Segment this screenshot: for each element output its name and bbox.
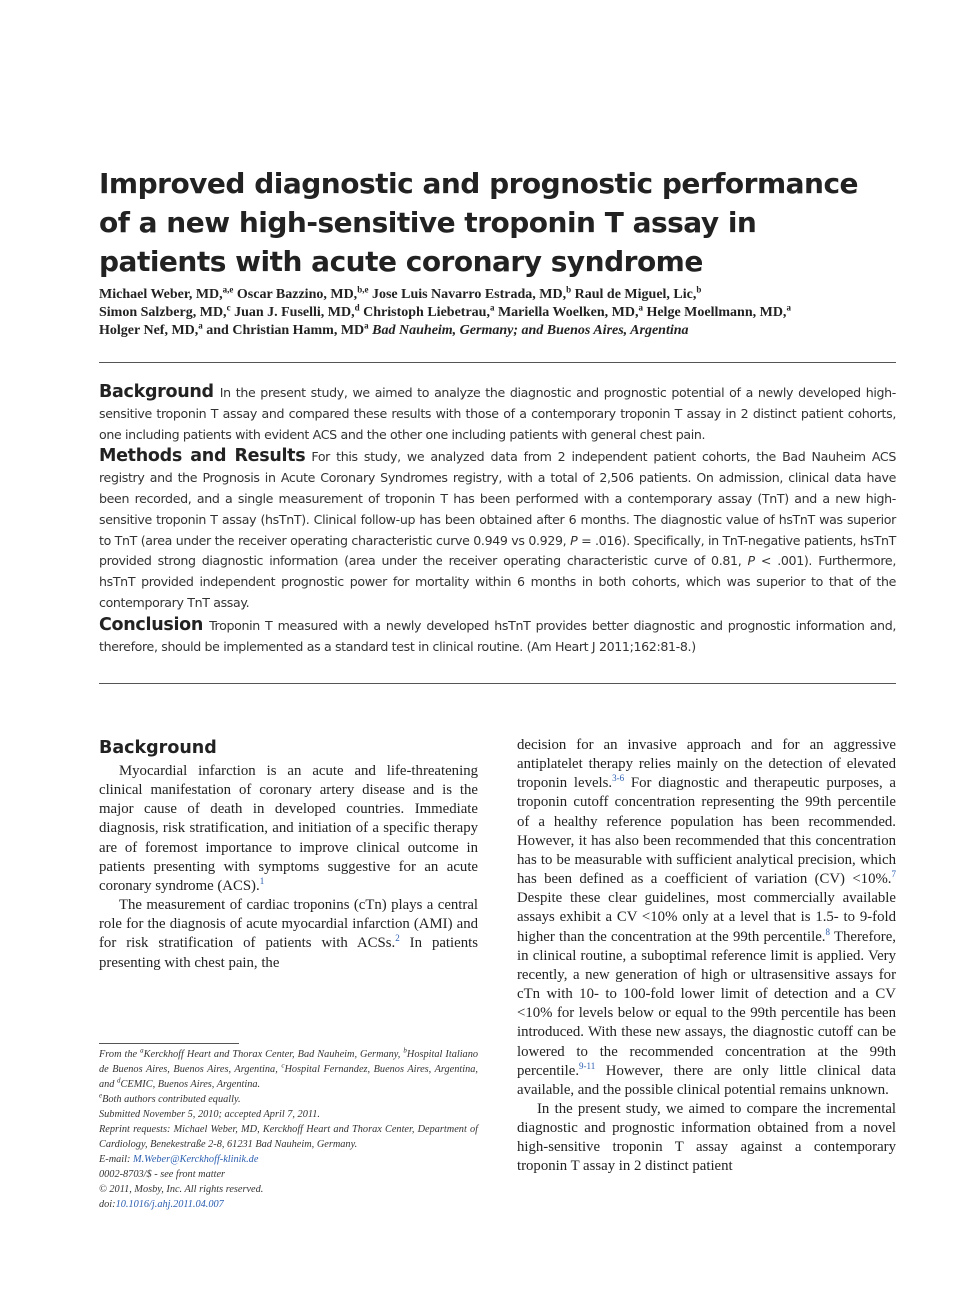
footnote-text: Both authors contributed equally.	[102, 1094, 241, 1105]
affiliation-mark: c	[281, 1061, 285, 1070]
author-name: Christoph Liebetrau,	[363, 305, 490, 320]
author-affiliation: b,e	[357, 284, 369, 295]
email-link[interactable]: M.Weber@Kerckhoff-klinik.de	[133, 1154, 259, 1165]
body-paragraph: In the present study, we aimed to compare the incremental diagnostic and prognostic information obtained from a novel high-sensitive troponin T assay against a contemporary troponin T assay in 2 distinct patient	[517, 1100, 896, 1175]
reference-link[interactable]: 2	[395, 933, 400, 944]
footnote-doi	[99, 1197, 478, 1212]
footnote-reprint: Reprint requests: Michael Weber, MD, Kerckhoff Heart and Thorax Center, Department of Cardiology, Benekestraße 2-8, 61231 Bad Nauheim, Germany.	[99, 1124, 478, 1150]
footnote-text: Hospital Italiano de Buenos Aires, Buenos Aires, Argentina,	[99, 1049, 479, 1075]
reference-link[interactable]: 1	[259, 876, 265, 887]
author-name: Holger Nef, MD,	[99, 323, 199, 338]
abstract	[99, 382, 896, 658]
footnote-affiliations	[99, 1047, 478, 1092]
author-affiliation: a	[364, 320, 369, 331]
doi-link[interactable]: 10.1016/j.ahj.2011.04.007	[115, 1199, 224, 1210]
abstract-bottom-rule	[99, 683, 896, 684]
affiliation-mark: a	[140, 1046, 144, 1055]
footnotes	[99, 1047, 478, 1212]
author-list	[99, 286, 899, 340]
author-name: and Christian Hamm, MD	[206, 323, 365, 338]
author-affiliation: b	[566, 284, 572, 295]
reference-link[interactable]: 8	[825, 926, 831, 937]
author-name: Juan J. Fuselli, MD,	[234, 305, 355, 320]
author-line	[99, 286, 899, 304]
footnote-submitted: Submitted November 5, 2010; accepted April 7, 2011.	[99, 1109, 320, 1120]
affiliation-mark: e	[99, 1091, 103, 1100]
footnote-text: From the	[99, 1049, 141, 1060]
author-name: Simon Salzberg, MD,	[99, 305, 227, 320]
author-line	[99, 322, 899, 340]
footnote-copyright: © 2011, Mosby, Inc. All rights reserved.	[99, 1184, 264, 1195]
author-affiliation: a	[198, 320, 203, 331]
body-column-left	[99, 736, 478, 973]
author-affiliation: d	[354, 302, 360, 313]
body-text: However, there are only little clinical data available, and the possible clinical potential remains unknown.	[517, 1062, 896, 1098]
author-name: Mariella Woelken, MD,	[497, 305, 639, 320]
body-text: decision for an invasive approach and for an aggressive antiplatelet therapy relies mainly on the detection of elevated troponin levels.	[517, 737, 896, 792]
author-affiliation: a	[786, 302, 791, 313]
body-text: The measurement of cardiac troponins (cTn) plays a central role for the diagnosis of acute myocardial infarction (AMI) and for risk stratification of patients with ACSs.	[99, 897, 478, 952]
article-title	[99, 164, 879, 281]
title-line: patients with acute coronary syndrome	[99, 245, 703, 278]
author-name: Michael Weber, MD,	[99, 287, 223, 302]
footnote-issn: 0002-8703/$ - see front matter	[99, 1169, 226, 1180]
author-name: Helge Moellmann, MD,	[646, 305, 787, 320]
footnote-rule	[99, 1043, 239, 1044]
author-line	[99, 304, 899, 322]
title-line: Improved diagnostic and prognostic performance	[99, 167, 859, 200]
affiliation-mark: d	[117, 1076, 121, 1085]
author-affiliation: b	[696, 284, 702, 295]
body-paragraph	[99, 896, 478, 973]
footnote-text: Kerckhoff Heart and Thorax Center, Bad Nauheim, Germany,	[143, 1049, 404, 1060]
footnote-text: doi:	[99, 1199, 116, 1210]
abstract-heading: Conclusion	[99, 614, 204, 635]
author-affiliation: a,e	[222, 284, 234, 295]
author-locations: Bad Nauheim, Germany; and Buenos Aires, Argentina	[372, 323, 689, 338]
reference-link[interactable]: 9-11	[579, 1060, 596, 1071]
abstract-text: In the present study, we aimed to analyze the diagnostic and prognostic potential of a newly developed high-sensitive troponin T assay and compared these results with those of a contemporary troponin T assay in 2 distinct patient cohorts, one including patients with evident ACS and the other one including patients with general chest pain.	[99, 385, 896, 442]
body-paragraph	[99, 762, 478, 896]
p-value-symbol: P	[747, 553, 755, 569]
author-affiliation: a	[638, 302, 643, 313]
footnote-equal-contribution	[99, 1092, 478, 1107]
affiliation-mark: b	[403, 1046, 407, 1055]
footnote-text: CEMIC, Buenos Aires, Argentina.	[120, 1079, 261, 1090]
body-text: For diagnostic and therapeutic purposes, a troponin cutoff concentration representing the 99th percentile of a healthy reference population has been recommended. However, it has also been recommended that this concentration has to be measurable with sufficient analytical precision, which has been defined as a coefficient of variation (CV) <10%.	[517, 775, 896, 888]
footnote-text: E-mail:	[99, 1154, 134, 1165]
abstract-text: Troponin T measured with a newly developed hsTnT provides better diagnostic and prognostic information and, therefore, should be implemented as a standard test in clinical routine. (Am Heart J 2011;162:81-8.)	[99, 617, 896, 654]
abstract-heading: Background	[99, 382, 214, 402]
reference-link[interactable]: 3-6	[612, 773, 625, 784]
abstract-text: = .016). Specifically, in TnT-negative patients, hsTnT provided strong diagnostic information (area under the receiver operating characteristic curve of 0.81,	[99, 532, 897, 569]
title-line: of a new high-sensitive troponin T assay in	[99, 206, 757, 239]
abstract-conclusion	[99, 615, 896, 658]
author-name: Jose Luis Navarro Estrada, MD,	[371, 287, 567, 302]
footnote-text: Hospital Fernandez, Buenos Aires, Argentina, and	[99, 1064, 478, 1090]
body-text: Despite these clear guidelines, most commercially available assays exhibit a CV <10% only at a level that is 1.5- to 9-fold higher than the concentration at the 99th percentile.	[517, 890, 896, 945]
author-affiliation: a	[489, 302, 495, 313]
body-paragraph	[517, 736, 896, 1100]
abstract-methods	[99, 446, 896, 613]
body-text: Therefore, in clinical routine, a suboptimal reference limit is applied. Very recently, a new generation of high or ultrasensitive assays for cTn with 10- to 100-fold lower limit of detection and a CV <10% for levels below or equal to the 99th percentile has been introduced. With these new assays, the diagnostic cutoff can be lowered to the recommended concentration at the 99th percentile.	[517, 928, 896, 1079]
footnote-email	[99, 1152, 478, 1167]
section-heading: Background	[99, 738, 217, 758]
p-value-symbol: P	[570, 532, 578, 548]
abstract-text: For this study, we analyzed data from 2 independent patient cohorts, the Bad Nauheim ACS registry and the Prognosis in Acute Coronary Syndromes registry, with a total of 2,506 patients. On admission, clinical data have been recorded, and a single measurement of troponin T has been performed with a contemporary assay (TnT) and a new high-sensitive troponin T assay (hsTnT). Clinical follow-up has been obtained after 6 months. The diagnostic value of hsTnT was superior to TnT (area under the receiver operating characteristic curve 0.949 vs 0.929,	[99, 449, 896, 548]
body-text: In patients presenting with chest pain, the	[99, 935, 478, 971]
author-name: Oscar Bazzino, MD,	[236, 287, 358, 302]
author-name: Raul de Miguel, Lic,	[574, 287, 697, 302]
body-column-right	[517, 736, 896, 1177]
reference-link[interactable]: 7	[891, 869, 896, 880]
abstract-background	[99, 382, 896, 445]
body-text: Myocardial infarction is an acute and life-threatening clinical manifestation of coronary artery disease and is the major cause of death in developed countries. Immediate diagnosis, risk stratification, and initiation of a specific therapy are of foremost importance to improve clinical outcome in patients presenting with symptoms suggestive for an acute coronary syndrome (ACS).	[99, 763, 478, 894]
abstract-heading: Methods and Results	[99, 446, 306, 467]
abstract-text: < .001). Furthermore, hsTnT provided independent prognostic power for mortality within 6 months in both cohorts, which was superior to that of the contemporary TnT assay.	[99, 553, 896, 610]
abstract-top-rule	[99, 362, 896, 363]
author-affiliation: c	[226, 302, 231, 313]
